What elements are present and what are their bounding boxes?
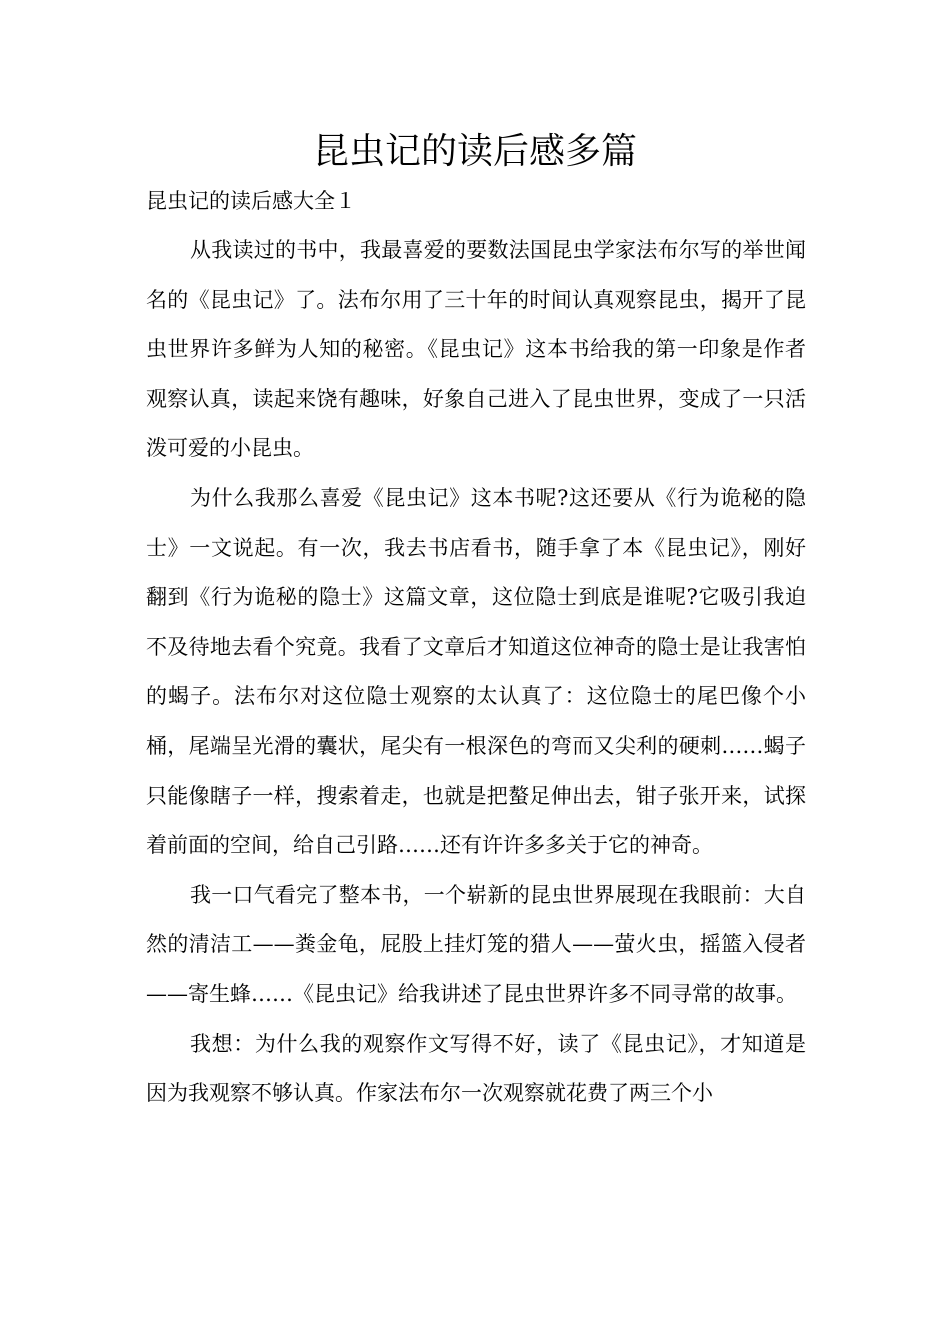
section-subtitle: 昆虫记的读后感大全１	[146, 189, 356, 213]
paragraph-1: 从我读过的书中，我最喜爱的要数法国昆虫学家法布尔写的举世闻名的《昆虫记》了。法布尔用了三十年的时间认真观察昆虫，揭开了昆虫世界许多鲜为人知的秘密。《昆虫记》这本书给我的第一印象是作者观察认真，读起来饶有趣味，好象自己进入了昆虫世界，变成了一只活泼可爱的小昆虫。	[146, 238, 806, 461]
document-body	[146, 226, 806, 1119]
document-title: 昆虫记的读后感多篇	[312, 131, 637, 172]
paragraph-4: 我想：为什么我的观察作文写得不好，读了《昆虫记》，才知道是因为我观察不够认真。作家法布尔一次观察就花费了两三个小	[146, 1031, 806, 1106]
paragraph-3: 我一口气看完了整本书，一个崭新的昆虫世界展现在我眼前：大自然的清洁工——粪金龟，屁股上挂灯笼的猎人——萤火虫，摇篮入侵者——寄生蜂……《昆虫记》给我讲述了昆虫世界许多不同寻常的故事。	[146, 882, 806, 1006]
paragraph-2: 为什么我那么喜爱《昆虫记》这本书呢?这还要从《行为诡秘的隐士》一文说起。有一次，我去书店看书，随手拿了本《昆虫记》，刚好翻到《行为诡秘的隐士》这篇文章，这位隐士到底是谁呢?它吸引我迫不及待地去看个究竟。我看了文章后才知道这位神奇的隐士是让我害怕的蝎子。法布尔对这位隐士观察的太认真了：这位隐士的尾巴像个小桶，尾端呈光滑的囊状，尾尖有一根深色的弯而又尖利的硬刺……蝎子只能像瞎子一样，搜索着走，也就是把螯足伸出去，钳子张开来，试探着前面的空间，给自己引路……还有许许多多关于它的神奇。	[146, 485, 806, 858]
